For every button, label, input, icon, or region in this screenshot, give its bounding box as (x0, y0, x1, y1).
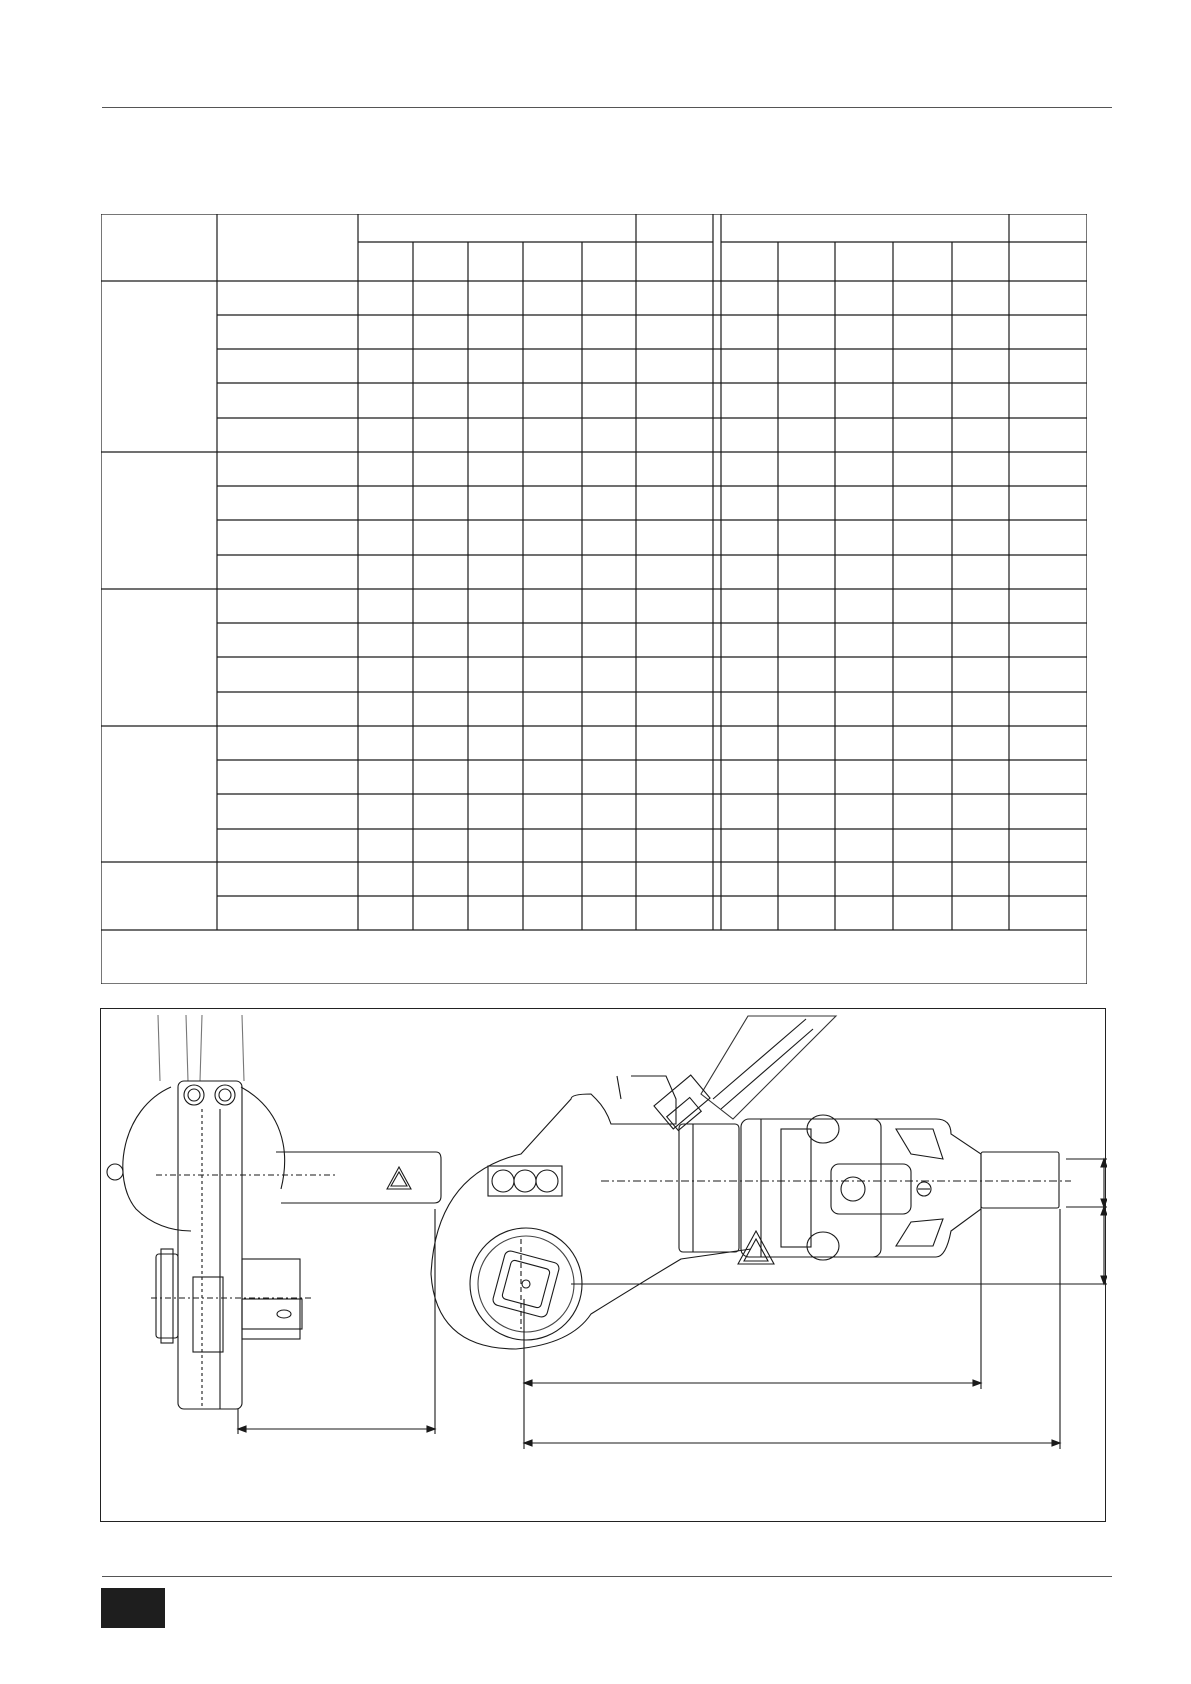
technical-drawing-panel (100, 1008, 1106, 1522)
side-view-drawing (107, 1015, 441, 1434)
top-view-drawing (431, 1016, 1107, 1449)
ppe-mandatory-icons (488, 1166, 562, 1196)
specification-table (101, 214, 1087, 984)
table-outline (101, 214, 1087, 984)
header-rule (102, 107, 1112, 108)
page-number-tab (101, 1588, 165, 1628)
hazard-warning-icon (387, 1167, 411, 1189)
footer-rule (102, 1576, 1112, 1577)
